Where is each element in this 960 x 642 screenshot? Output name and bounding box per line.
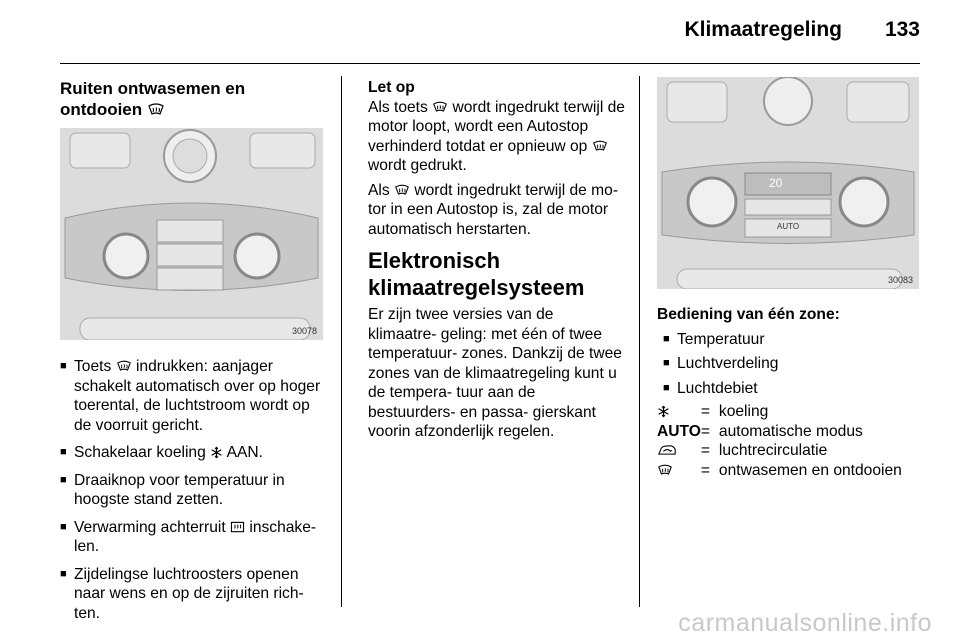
legend-eq: = xyxy=(700,442,711,459)
rear-window-heater-icon xyxy=(230,521,245,534)
section-heading-defrost xyxy=(60,78,328,120)
note-text: wordt gedrukt. xyxy=(368,157,467,174)
right-column xyxy=(657,305,922,480)
left-bullets xyxy=(60,357,328,631)
bullet-text: Schakelaar koeling xyxy=(74,444,206,461)
watermark: carmanualsonline.info xyxy=(678,609,932,637)
windshield-defrost-icon xyxy=(116,360,132,373)
legend-eq: = xyxy=(700,403,711,420)
note-paragraph-1 xyxy=(368,98,626,176)
bullet-item: ■ Temperatuur xyxy=(663,330,922,350)
middle-column xyxy=(368,78,626,442)
cooling-icon xyxy=(657,405,670,418)
bullet-text: Draaiknop voor temperatuur in hoogste stand zetten. xyxy=(74,471,285,508)
running-header-title: Klimaatregeling xyxy=(684,18,842,41)
bullet-text: Zijdelingse luchtroosters openen naar wens en op de zijruiten rich- ten. xyxy=(74,565,304,622)
subheading-single-zone: Bediening van één zone: xyxy=(657,306,840,323)
legend-text: luchtrecirculatie xyxy=(718,442,828,459)
bullet-item xyxy=(60,565,328,624)
page-number: 133 xyxy=(884,18,920,41)
legend-eq: = xyxy=(700,422,711,440)
note-text: Als toets xyxy=(368,98,428,116)
legend-eq: = xyxy=(700,461,711,479)
bullet-item xyxy=(60,471,328,510)
cooling-icon xyxy=(210,446,223,459)
heading-line-1: Elektronisch xyxy=(368,248,501,273)
note-title: Let op xyxy=(368,79,415,96)
heading-line-2: klimaatregelsysteem xyxy=(368,275,585,300)
bullet-item xyxy=(60,357,328,435)
figure-auto-label: AUTO xyxy=(777,222,800,231)
legend-text: koeling xyxy=(718,403,769,420)
legend-row xyxy=(657,461,922,481)
windshield-defrost-icon xyxy=(394,184,410,197)
windshield-defrost-icon xyxy=(592,140,608,153)
section-body: Er zijn twee versies van de klimaatre- geling: met één of twee temperatuur- zones. Dankzij de twee zones van de klimaatregeling kunt u de tempera- tuur aan de bestuurders- en passa- gierskant voorin afzonderlijk regelen. xyxy=(368,306,622,440)
figure-display-temperature: 20 xyxy=(769,176,783,190)
legend-row xyxy=(657,422,922,442)
note-text: wordt ingedrukt terwijl de mo- tor in een Autostop is, zal de motor automatisch herstarten. xyxy=(368,181,619,238)
figure-number: 30083 xyxy=(887,275,913,285)
figure-single-zone-panel xyxy=(60,128,323,340)
legend-symbol xyxy=(657,441,701,461)
section-heading-electronic-climate xyxy=(368,247,626,301)
windshield-defrost-icon xyxy=(432,101,448,114)
figure-image xyxy=(60,128,323,340)
legend-row xyxy=(657,402,922,422)
left-column xyxy=(60,78,328,120)
bullet-item xyxy=(60,443,328,463)
windshield-defrost-icon xyxy=(657,464,673,477)
bullet-text: inschake- len. xyxy=(74,518,317,555)
figure-dual-zone-panel xyxy=(657,77,919,289)
figure-image xyxy=(657,77,919,289)
note-text: wordt ingedrukt terwijl de motor loopt, wordt een Autostop verhinderd totdat er opnieuw op xyxy=(368,98,625,155)
windshield-defrost-icon xyxy=(147,103,165,117)
legend-symbol xyxy=(657,402,701,422)
heading-line-1: Ruiten ontwasemen en xyxy=(60,79,246,98)
bullet-item: ■ Luchtverdeling xyxy=(663,354,922,374)
legend-text: automatische modus xyxy=(718,422,863,440)
heading-line-2: ontdooien xyxy=(60,100,143,119)
legend-symbol xyxy=(657,461,701,481)
legend-row xyxy=(657,441,922,461)
bullet-item xyxy=(60,518,328,557)
legend-symbol: AUTO xyxy=(657,422,701,440)
note-text: Als xyxy=(368,181,390,199)
column-divider-right xyxy=(639,76,640,607)
note-paragraph-2 xyxy=(368,181,626,240)
figure-number: 30078 xyxy=(291,326,317,336)
bullet-item: ■ Luchtdebiet xyxy=(663,379,922,399)
legend-table xyxy=(657,402,922,480)
bullet-text: AAN. xyxy=(226,444,263,461)
legend-text: ontwasemen en ontdooien xyxy=(718,461,902,479)
header-rule xyxy=(60,63,920,64)
bullet-text: Toets xyxy=(74,358,112,375)
bullet-text: Verwarming achterruit xyxy=(74,518,226,536)
bullet-text: indrukken: aanjager schakelt automatisch over op hoger toerental, de luchtstroom wordt op de voorruit gericht. xyxy=(74,358,321,434)
column-divider-left xyxy=(341,76,342,607)
air-recirculation-icon xyxy=(657,444,677,457)
